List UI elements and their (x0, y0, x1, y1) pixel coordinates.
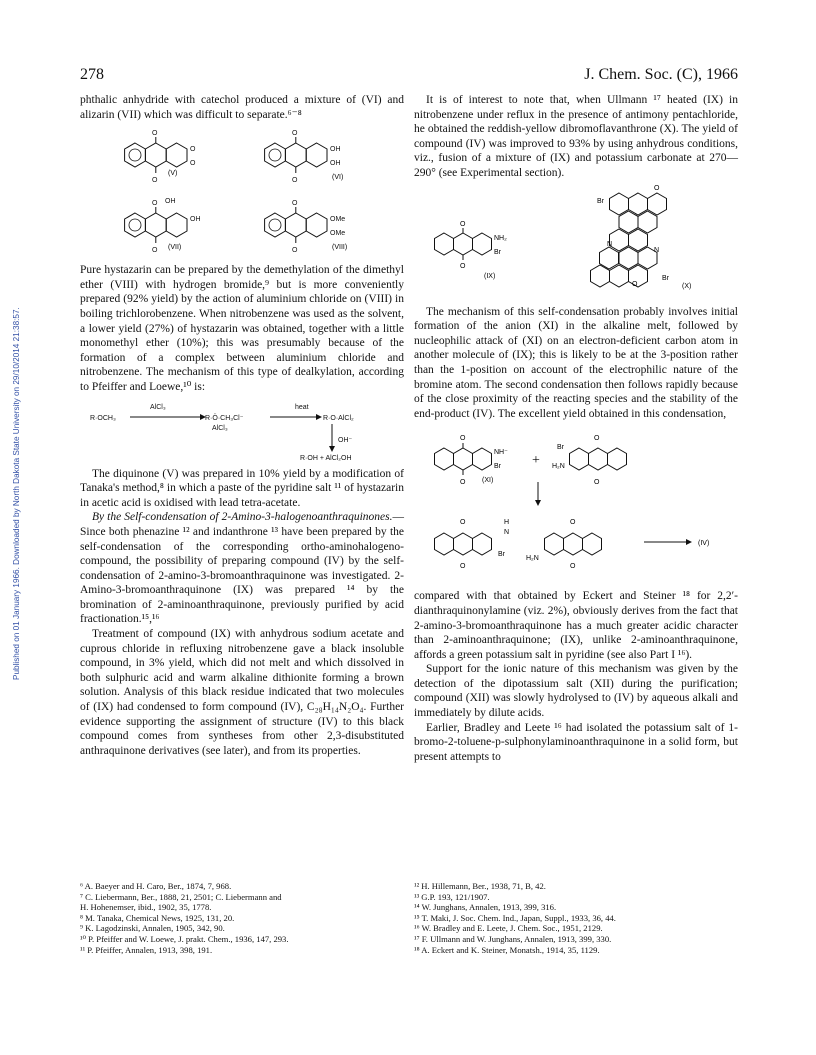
svg-text:OH: OH (330, 146, 341, 154)
br-label: Br (494, 248, 501, 256)
journal-reference: J. Chem. Soc. (C), 1966 (584, 66, 738, 83)
svg-text:O: O (152, 200, 158, 208)
paragraph: The mechanism of this self-condensation probably involves initial formation of the anion (XI) in the alkaline melt, followed by nucleophilic attack of (XI) on an electron-deficient carbon atom in another molecule of (IX); this is likely to be at the 3-position rather than the 1-position on account of the electrophilic nature of the bromine atom. The second condensation then follows rapidly because of the close proximity of the reacting species and the stability of the end-product (IV). The excellent yield obtained in this condensation, (414, 305, 738, 420)
paragraph: The diquinone (V) was prepared in 10% yield by a modification of Tanaka's method,⁸ in which a paste of the pyridine salt ¹¹ of hystazarin in acetic acid is oxidised with lead tetra-acetate. (80, 467, 404, 509)
right-column (414, 93, 738, 764)
svg-text:O: O (460, 220, 466, 228)
label-ix: (IX) (484, 272, 496, 280)
nh2-label: NH₂ (494, 234, 507, 242)
svg-text:H₂N: H₂N (526, 555, 539, 563)
svg-text:OH: OH (330, 160, 341, 168)
svg-text:O: O (292, 130, 298, 138)
svg-text:O: O (292, 177, 298, 185)
footnote: ¹³ G.P. 193, 121/1907. (414, 891, 490, 902)
paragraph: It is of interest to note that, when Ullmann ¹⁷ heated (IX) in nitrobenzene under reflux in the presence of antimony pentachloride, he obtained the reddish-yellow dibromoflavanthrone (X). The yield of compound (IV) was improved to 93% by using anhydrous conditions, viz., fusion of a mixture of (IX) and potassium carbonate at 270—290° (see Experimental section). (414, 94, 738, 179)
nh-minus-label: NH⁻ (494, 449, 508, 457)
svg-text:Br: Br (557, 444, 564, 452)
paragraph: Treatment of compound (IX) with anhydrous sodium acetate and cuprous chloride in refluxing nitrobenzene gave a black insoluble compound, in 3% yield, which did not melt and which dissolved in both sulphuric acid and warm alkaline dithionite forming a brown solution. Analysis of this black residue indicated that two molecules of (IX) had condensed to form compound (IV), C₂₈H₁₄N₂O₄. Further evidence supporting the assignment of structure (IV) to this black compound comes from syntheses from other 2,3-disubstituted anthraquinone derivatives (see later), and from its properties. (80, 628, 404, 757)
label-x: (X) (682, 282, 692, 290)
footnote: ¹² H. Hillemann, Ber., 1938, 71, B, 42. (414, 881, 546, 891)
footnote: ¹⁴ W. Junghans, Annalen, 1913, 399, 316. (414, 902, 557, 913)
scheme-a1: AlCl₃ (150, 403, 166, 411)
svg-text:O: O (570, 563, 576, 571)
n-label: N (607, 240, 613, 248)
h2n-label: H₂N (552, 463, 565, 471)
svg-text:O: O (152, 130, 158, 138)
structures-ix-x (414, 184, 738, 302)
svg-text:OMe: OMe (330, 230, 346, 238)
footnotes-right (414, 881, 738, 955)
scheme-a2: heat (295, 403, 309, 411)
svg-text:O: O (654, 184, 660, 192)
scheme-r3: R·O·AlCl₂ (323, 414, 354, 422)
scheme-r2b: AlCl₃ (212, 424, 228, 432)
svg-text:O: O (460, 435, 466, 443)
scheme-a3: OH⁻ (338, 436, 353, 444)
svg-text:O: O (632, 280, 638, 288)
svg-text:O: O (460, 479, 466, 487)
svg-text:O: O (460, 519, 466, 527)
dealkylation-scheme (80, 398, 404, 464)
footnote: ⁸ M. Tanaka, Chemical News, 1925, 131, 20. (80, 912, 235, 923)
svg-text:O: O (594, 435, 600, 443)
svg-text:O: O (460, 563, 466, 571)
plus-sign: + (532, 453, 540, 469)
svg-text:O: O (152, 247, 158, 255)
svg-text:N: N (504, 529, 510, 537)
scheme-r2: R·Ö·CH₃Cl⁻ (205, 414, 244, 422)
section-heading: By the Self-condensation of 2-Amino-3-halogenoanthraquinones. (92, 511, 393, 524)
download-watermark: Published on 01 January 1966. Downloaded by North Dakota State University on 29/10/2014 21:38:57. (12, 307, 21, 680)
svg-text:Br: Br (597, 197, 604, 205)
label-v: (V) (168, 170, 178, 178)
footnote: ¹¹ P. Pfeiffer, Annalen, 1913, 398, 191. (80, 944, 213, 955)
paragraph: By the Self-condensation of 2-Amino-3-halogenoanthraquinones.—Since both phenazine ¹² and indanthrone ¹³ have been prepared by the self-condensation of the corresponding ortho-aminohalogeno-compound, the possibility of preparing compound (IV) by the self-condensation of 2-amino-3-bromoanthraquinone was investigated. 2-Amino-3-bromoanthraquinone (IX) was prepared ¹⁴ by the bromination of 2-aminoanthraquinone, previously purified by acid fractionation.¹⁵,¹⁶ (80, 511, 404, 626)
page-number: 278 (80, 66, 104, 83)
label-vii: (VII) (168, 244, 182, 252)
left-column (80, 93, 404, 758)
footnote: ⁶ A. Baeyer and H. Caro, Ber., 1874, 7, 968. (80, 881, 232, 891)
svg-text:O: O (570, 519, 576, 527)
footnote: ¹⁸ A. Eckert and K. Steiner, Monatsh., 1914, 35, 1129. (414, 944, 600, 955)
svg-text:O: O (152, 177, 158, 185)
svg-text:Br: Br (498, 551, 505, 559)
paragraph: Support for the ionic nature of this mechanism was given by the detection of the dipotassium salt (XII) during the purification; compound (XII) was slowly hydrolysed to (IV) by aqueous alkali and immediately by dilute acids. (414, 663, 738, 720)
footnote: H. Hohenemser, ibid., 1902, 35, 1778. (80, 902, 212, 913)
svg-text:Br: Br (662, 274, 669, 282)
scheme-r1: R·OCH₃ (90, 414, 116, 422)
condensation-scheme (414, 424, 738, 586)
paragraph: Earlier, Bradley and Leete ¹⁶ had isolated the potassium salt of 1-bromo-2-toluene-p-sulphonylaminoanthraquinone in a solid form, but present attempts to (414, 721, 738, 763)
svg-text:O: O (292, 247, 298, 255)
svg-text:O: O (190, 160, 196, 168)
to-iv-label: (IV) (698, 540, 710, 548)
label-xi: (XI) (482, 477, 494, 485)
svg-text:O: O (292, 200, 298, 208)
svg-text:O: O (190, 146, 196, 154)
paragraph: compared with that obtained by Eckert and Steiner ¹⁸ for 2,2′-dianthraquinonylamine (viz. 2%), obviously derives from the fact that 2-amino-3-bromoanthraquinone has a much greater acidic character than 2-aminoanthraquinone; (IX), unlike 2-aminoanthraquinone, affords a green potassium salt in pyridine (see also Part I ¹⁶). (414, 590, 738, 661)
paragraph: Pure hystazarin can be prepared by the demethylation of the dimethyl ether (VIII) with hydrogen bromide,⁹ but is more conveniently prepared (92% yield) by the action of aluminium chloride on (VIII) in boiling trichlorobenzene. When nitrobenzene was used as the solvent, a lower yield (27%) of hystazarin was obtained, together with a little monomethyl ether (10%); this was presumably because of the formation of a complex between aluminium chloride and nitrobenzene. The mechanism of this type of dealkylation, according to Pfeiffer and Loewe,¹⁰ is: (80, 264, 404, 393)
svg-text:OMe: OMe (330, 216, 346, 224)
footnote: ⁹ K. Lagodzinski, Annalen, 1905, 342, 90. (80, 923, 225, 934)
svg-text:O: O (594, 479, 600, 487)
structures-v-to-viii (80, 125, 404, 260)
footnote: ¹⁷ F. Ullmann and W. Junghans, Annalen, 1913, 399, 330. (414, 933, 612, 944)
svg-text:Br: Br (494, 463, 501, 471)
scheme-r4: R·OH + AlCl₂OH (300, 454, 352, 462)
anthraquinone-structures-figure (80, 125, 404, 260)
footnote: ⁷ C. Liebermann, Ber., 1888, 21, 2501; C. Liebermann and (80, 891, 282, 902)
paragraph: phthalic anhydride with catechol produced a mixture of (VI) and alizarin (VII) which was difficult to separate.⁶⁻⁸ (80, 94, 404, 121)
footnote: ¹⁶ W. Bradley and E. Leete, J. Chem. Soc., 1951, 2129. (414, 923, 603, 934)
page-header (80, 66, 738, 88)
footnote: ¹⁰ P. Pfeiffer and W. Loewe, J. prakt. Chem., 1936, 147, 293. (80, 933, 289, 944)
label-viii: (VIII) (332, 244, 348, 252)
svg-text:OH: OH (165, 198, 176, 206)
svg-text:O: O (460, 262, 466, 270)
footnote: ¹⁵ T. Maki, J. Soc. Chem. Ind., Japan, Suppl., 1933, 36, 44. (414, 912, 616, 923)
h-label: H (504, 519, 510, 527)
svg-text:N: N (654, 246, 660, 254)
svg-text:OH: OH (190, 216, 201, 224)
footnotes-left (80, 881, 404, 955)
label-vi: (VI) (332, 174, 344, 182)
